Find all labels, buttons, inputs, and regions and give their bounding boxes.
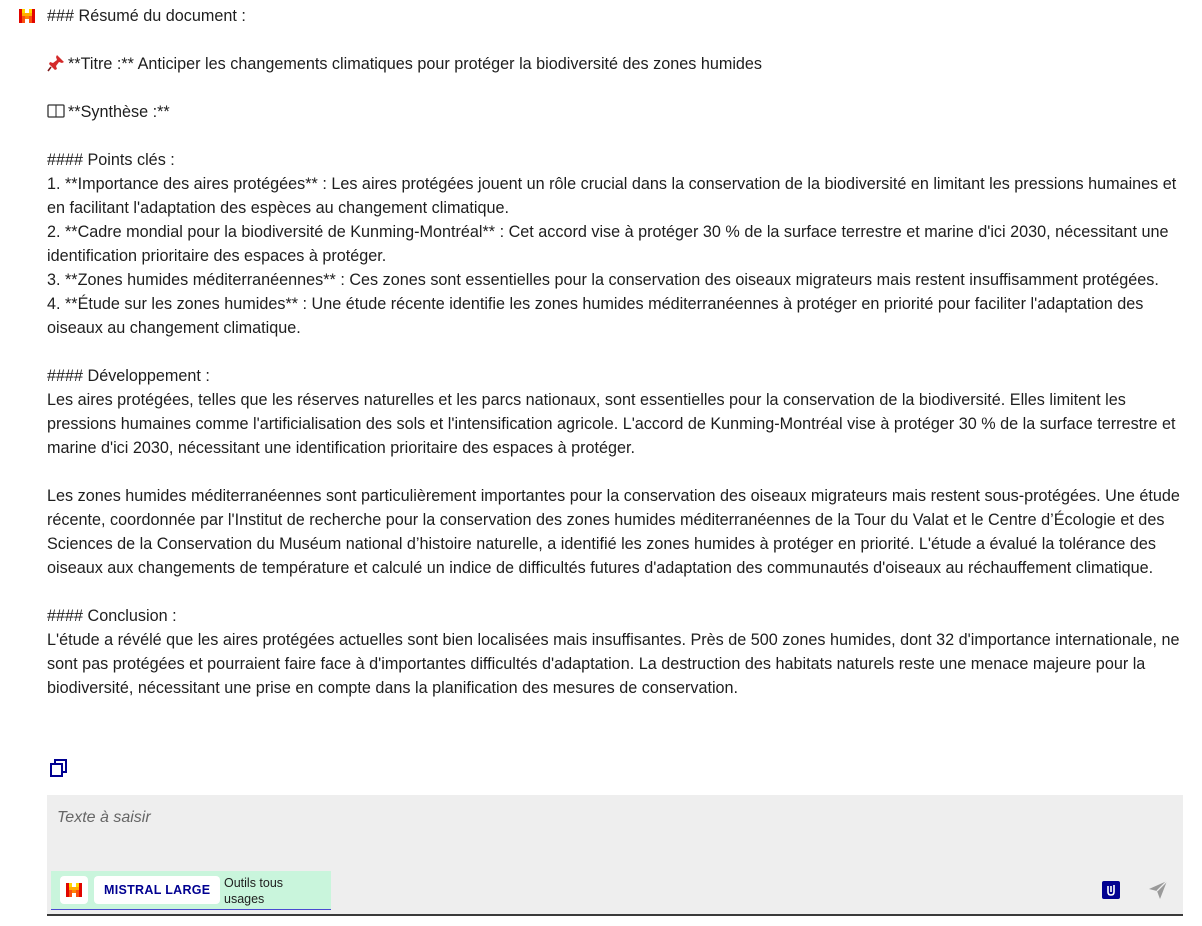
message-content <box>47 4 1188 700</box>
pushpin-icon <box>47 54 65 72</box>
mistral-logo-icon <box>18 7 36 25</box>
model-selector-bar <box>51 871 331 910</box>
point-item: 4. **Étude sur les zones humides** : Une étude récente identifie les zones humides méditerranéennes à protéger en priorité pour faciliter l'adaptation des oiseaux au changement climatique. <box>47 295 1144 337</box>
model-tools-label: Outils tous usages <box>224 876 284 906</box>
point-item: 3. **Zones humides méditerranéennes** : Ces zones sont essentielles pour la conservation des oiseaux migrateurs mais restent insuffisamment protégées. <box>47 271 1159 289</box>
conclusion-heading: #### Conclusion : <box>47 607 177 625</box>
open-book-icon <box>47 102 65 120</box>
message-input[interactable] <box>55 805 1159 853</box>
development-heading: #### Développement : <box>47 367 210 385</box>
point-item: 2. **Cadre mondial pour la biodiversité de Kunming-Montréal** : Cet accord vise à protéger 30 % de la surface terrestre et marine d'ici 2030, nécessitant une identification prioritaire des espaces à protéger. <box>47 223 1169 265</box>
synthesis-text: **Synthèse :** <box>68 103 170 121</box>
development-paragraph-2: Les zones humides méditerranéennes sont particulièrement importantes pour la conservation des oiseaux migrateurs mais restent sous-protégées. Une étude récente, coordonnée par l'Institut de recherche pour la conservation des zones humides méditerranéennes de la Tour du Valat et le Centre d’Écologie et des Sciences de la Conservation du Muséum national d’histoire naturelle, a identifié les zones humides à protéger en priorité. L'étude a évalué la tolérance des oiseaux aux changements de température et calculé un indice de difficultés futures d'adaptation des communautés d'oiseaux au réchauffement climatique. <box>47 487 1180 577</box>
assistant-message <box>18 4 1188 700</box>
point-item: 1. **Importance des aires protégées** : Les aires protégées jouent un rôle crucial dans la conservation de la biodiversité en limitant les pressions humaines et en facilitant l'adaptation des espèces au changement climatique. <box>47 175 1177 217</box>
points-heading: #### Points clés : <box>47 151 175 169</box>
message-composer <box>47 795 1183 916</box>
title-text: **Titre :** Anticiper les changements climatiques pour protéger la biodiversité des zones humides <box>68 55 763 73</box>
mistral-logo-icon <box>65 881 83 899</box>
conclusion-paragraph: L'étude a révélé que les aires protégées actuelles sont bien localisées mais insuffisantes. Près de 500 zones humides, dont 32 d'importance internationale, ne sont pas protégées et pourraient faire face à d'importantes difficultés d'adaptation. La destruction des habitats naturels reste une menace majeure pour la biodiversité, nécessitant une prise en compte dans la planification des mesures de conservation. <box>47 631 1180 697</box>
model-select-button[interactable]: MISTRAL LARGE <box>94 876 220 904</box>
synthesis-line <box>47 100 1188 124</box>
model-logo <box>60 876 88 904</box>
send-icon[interactable] <box>1147 879 1169 901</box>
attach-icon <box>1105 883 1117 897</box>
attach-button[interactable] <box>1102 881 1120 899</box>
copy-icon[interactable] <box>49 758 69 778</box>
title-line <box>47 52 1188 76</box>
development-paragraph-1: Les aires protégées, telles que les réserves naturelles et les parcs nationaux, sont essentielles pour la conservation de la biodiversité. Elles limitent les pressions humaines comme l'artificialisation des sols et l'intensification agricole. L'accord de Kunming-Montréal vise à protéger 30 % de la surface terrestre et marine d'ici 2030, nécessitant une identification prioritaire des espaces à protéger. <box>47 391 1176 457</box>
summary-heading: ### Résumé du document : <box>47 7 246 25</box>
